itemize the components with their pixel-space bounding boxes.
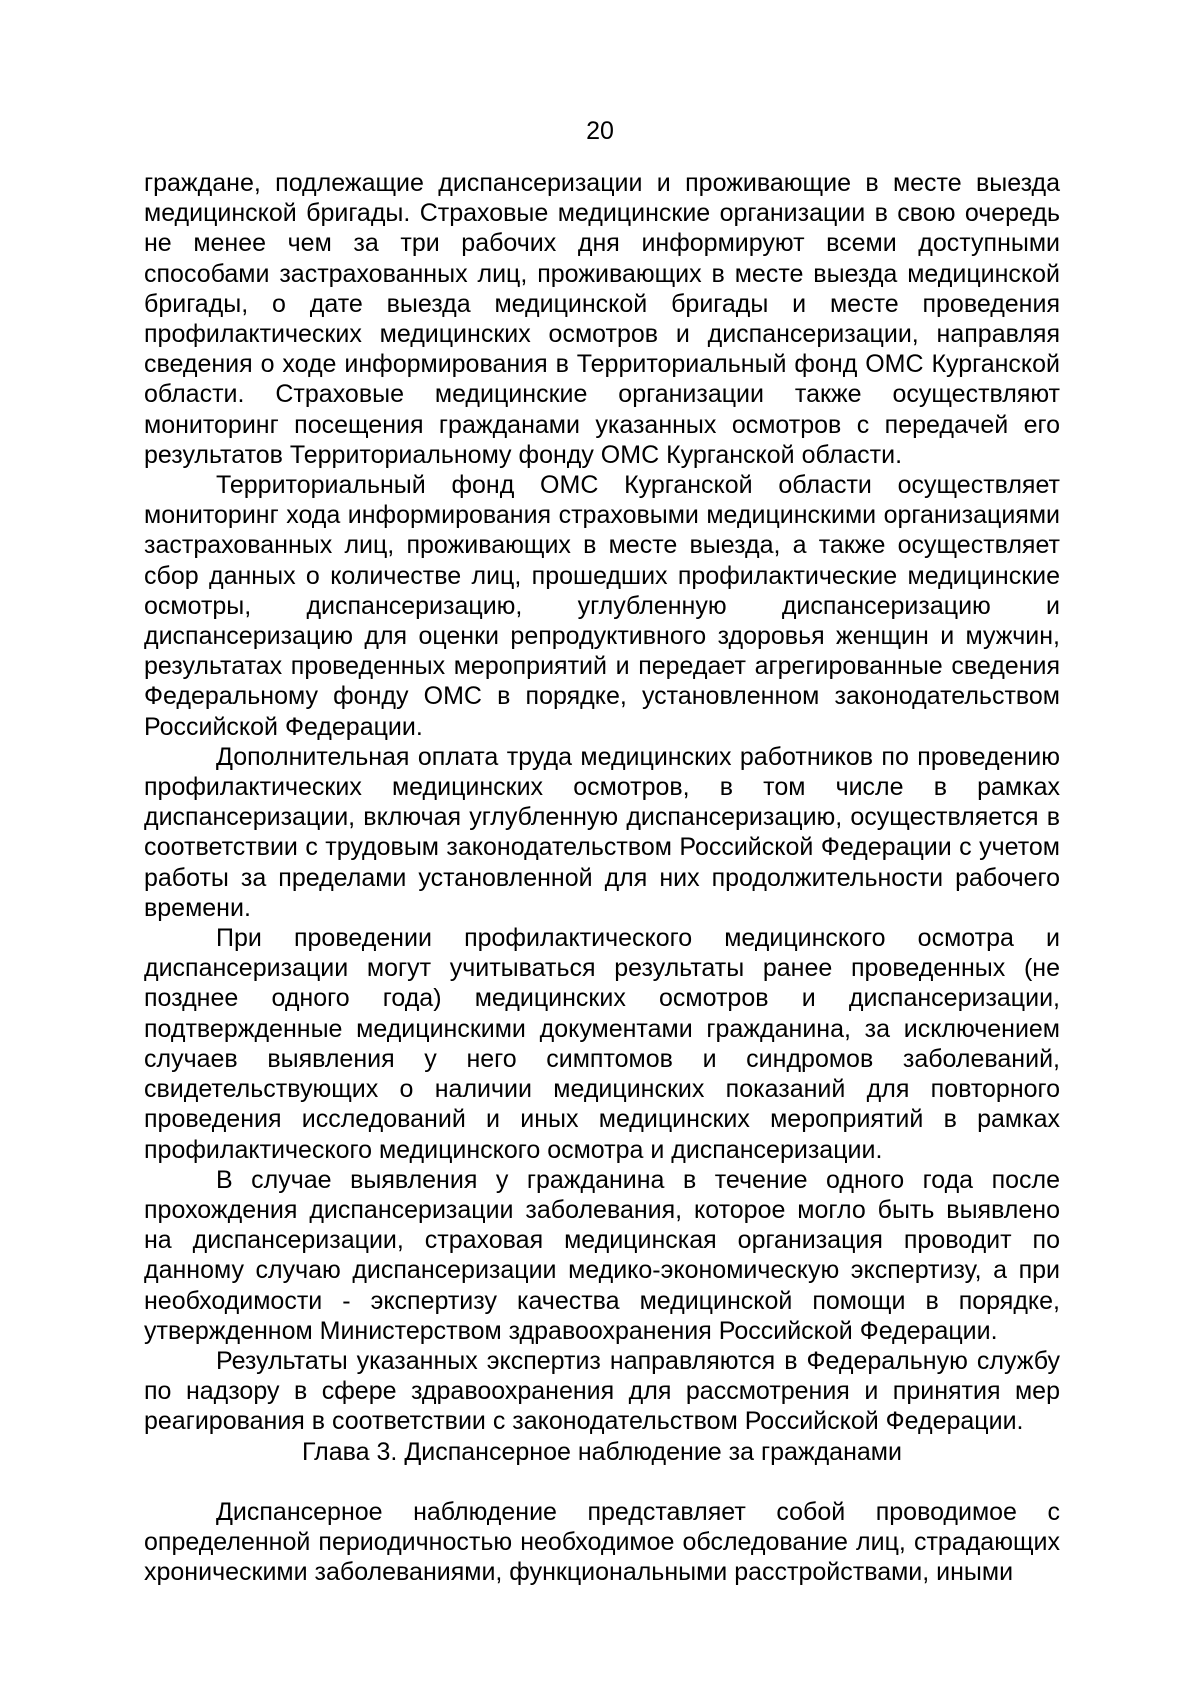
paragraph-continuation: граждане, подлежащие диспансеризации и проживающие в месте выезда медицинской бригады. Страховые медицинские организации в свою очередь не менее чем за три рабочих дня информируют всеми доступными способами застрахованных лиц, проживающих в месте выезда медицинской бригады, о дате выезда медицинской бригады и месте проведения профилактических медицинских осмотров и диспансеризации, направляя сведения о ходе информирования в Территориальный фонд ОМС Курганской области. Страховые медицинские организации также осуществляют мониторинг посещения гражданами указанных осмотров с передачей его результатов Территориальному фонду ОМС Курганской области.: [144, 169, 1060, 469]
paragraph-tfoms-monitoring: Территориальный фонд ОМС Курганской области осуществляет мониторинг хода информирования страховыми медицинскими организациями застрахованных лиц, проживающих в месте выезда, а также осуществляет сбор данных о количестве лиц, прошедших профилактические медицинские осмотры, диспансеризацию, углубленную диспансеризацию и диспансеризацию для оценки репродуктивного здоровья женщин и мужчин, результатах проведенных мероприятий и передает агрегированные сведения Федеральному фонду ОМС в порядке, установленном законодательством Российской Федерации.: [144, 471, 1060, 741]
paragraph-disease-detection: В случае выявления у гражданина в течение одного года после прохождения диспансеризации заболевания, которое могло быть выявлено на диспансеризации, страховая медицинская организация проводит по данному случаю диспансеризации медико-экономическую экспертизу, а при необходимости - экспертизу качества медицинской помощи в порядке, утвержденном Министерством здравоохранения Российской Федерации.: [144, 1165, 1060, 1345]
paragraph-expertise-results: Результаты указанных экспертиз направляются в Федеральную службу по надзору в сфере здравоохранения для рассмотрения и принятия мер реагирования в соответствии с законодательством Российской Федерации.: [144, 1346, 1060, 1436]
paragraph-additional-pay: Дополнительная оплата труда медицинских работников по проведению профилактических медицинских осмотров, в том числе в рамках диспансеризации, включая углубленную диспансеризацию, осуществляется в соответствии с трудовым законодательством Российской Федерации с учетом работы за пределами установленной для них продолжительности рабочего времени.: [144, 742, 1060, 922]
document-body: [144, 168, 1060, 1588]
paragraph-dispensary-observation: Диспансерное наблюдение представляет собой проводимое с определенной периодичностью необходимое обследование лиц, страдающих хроническими заболеваниями, функциональными расстройствами, иными: [144, 1497, 1060, 1587]
paragraph-previous-results: При проведении профилактического медицинского осмотра и диспансеризации могут учитываться результаты ранее проведенных (не позднее одного года) медицинских осмотров и диспансеризации, подтвержденные медицинскими документами гражданина, за исключением случаев выявления у него симптомов и синдромов заболеваний, свидетельствующих о наличии медицинских показаний для повторного проведения исследований и иных медицинских мероприятий в рамках профилактического медицинского осмотра и диспансеризации.: [144, 924, 1060, 1164]
chapter-heading: Глава 3. Диспансерное наблюдение за гражданами: [302, 1437, 902, 1466]
page-number: 20: [586, 117, 614, 145]
